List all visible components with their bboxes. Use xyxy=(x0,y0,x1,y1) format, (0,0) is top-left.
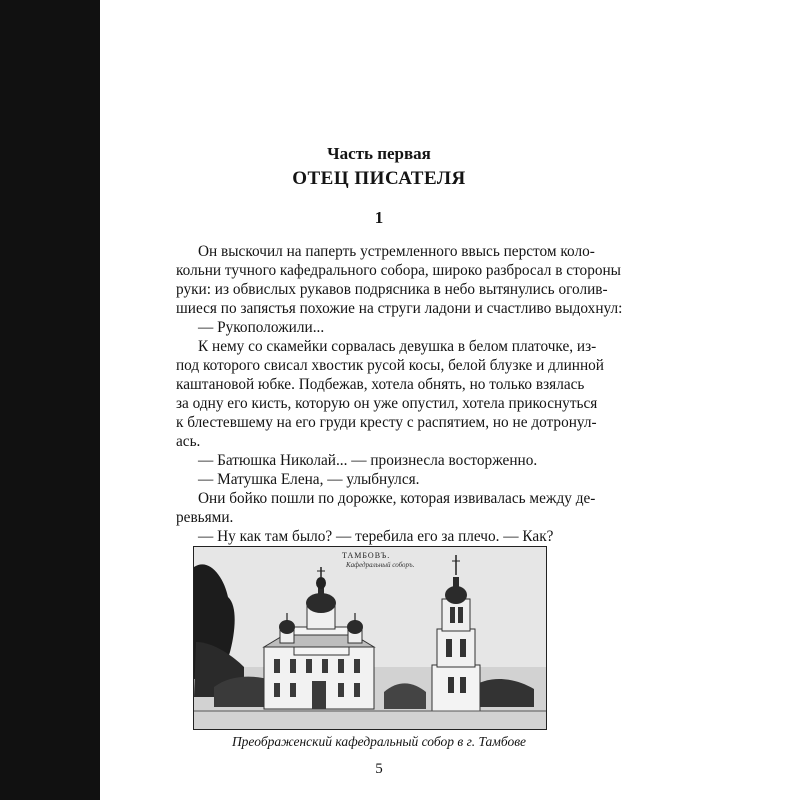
text-line: к блестевшему на его груди кресту с распятием, но не дотронул- xyxy=(176,414,597,431)
chapter-title: ОТЕЦ ПИСАТЕЛЯ xyxy=(292,168,466,189)
part-title: Часть первая xyxy=(327,144,431,163)
text-line: руки: из обвислых рукавов подрясника в небо вытянулись оголив- xyxy=(176,281,608,298)
text-line: под которого свисал хвостик русой косы, белой блузке и длинной xyxy=(176,357,604,374)
book-spine-shadow xyxy=(0,0,100,800)
text-line: кольни тучного кафедрального собора, широко разбросал в стороны xyxy=(176,262,621,279)
text-line: за одну его кисть, которую он уже опустил, хотела прикоснуться xyxy=(176,395,598,412)
text-line: — Рукоположили... xyxy=(198,319,325,336)
text-line: К нему со скамейки сорвалась девушка в белом платочке, из- xyxy=(198,338,597,355)
cathedral-illustration xyxy=(193,546,547,730)
illustration-title: ТАМБОВЪ. xyxy=(342,551,391,560)
illustration-caption: Преображенский кафедральный собор в г. Тамбове xyxy=(231,734,527,749)
text-line: — Матушка Елена, — улыбнулся. xyxy=(198,471,420,488)
text-line: ась. xyxy=(176,433,201,450)
text-line: — Ну как там было? — теребила его за плечо. — Как? xyxy=(198,528,554,545)
illustration-subtitle: Кафедральный соборъ. xyxy=(346,561,415,569)
body-text xyxy=(176,242,623,546)
text-line: — Батюшка Николай... — произнесла восторженно. xyxy=(198,452,538,469)
text-line: ревьями. xyxy=(176,509,234,526)
page-number: 5 xyxy=(375,761,383,777)
text-line: каштановой юбке. Подбежав, хотела обнять, но только взялась xyxy=(176,376,585,393)
text-line: шиеся по запястья похожие на струги ладони и счастливо выдохнул: xyxy=(176,300,623,317)
chapter-number: 1 xyxy=(374,208,384,227)
cathedral-drawing xyxy=(194,547,546,729)
page-margin xyxy=(658,0,800,800)
text-line: Они бойко пошли по дорожке, которая извивалась между де- xyxy=(198,490,596,507)
text-line: Он выскочил на паперть устремленного ввысь перстом коло- xyxy=(198,243,595,260)
book-page xyxy=(100,0,658,800)
